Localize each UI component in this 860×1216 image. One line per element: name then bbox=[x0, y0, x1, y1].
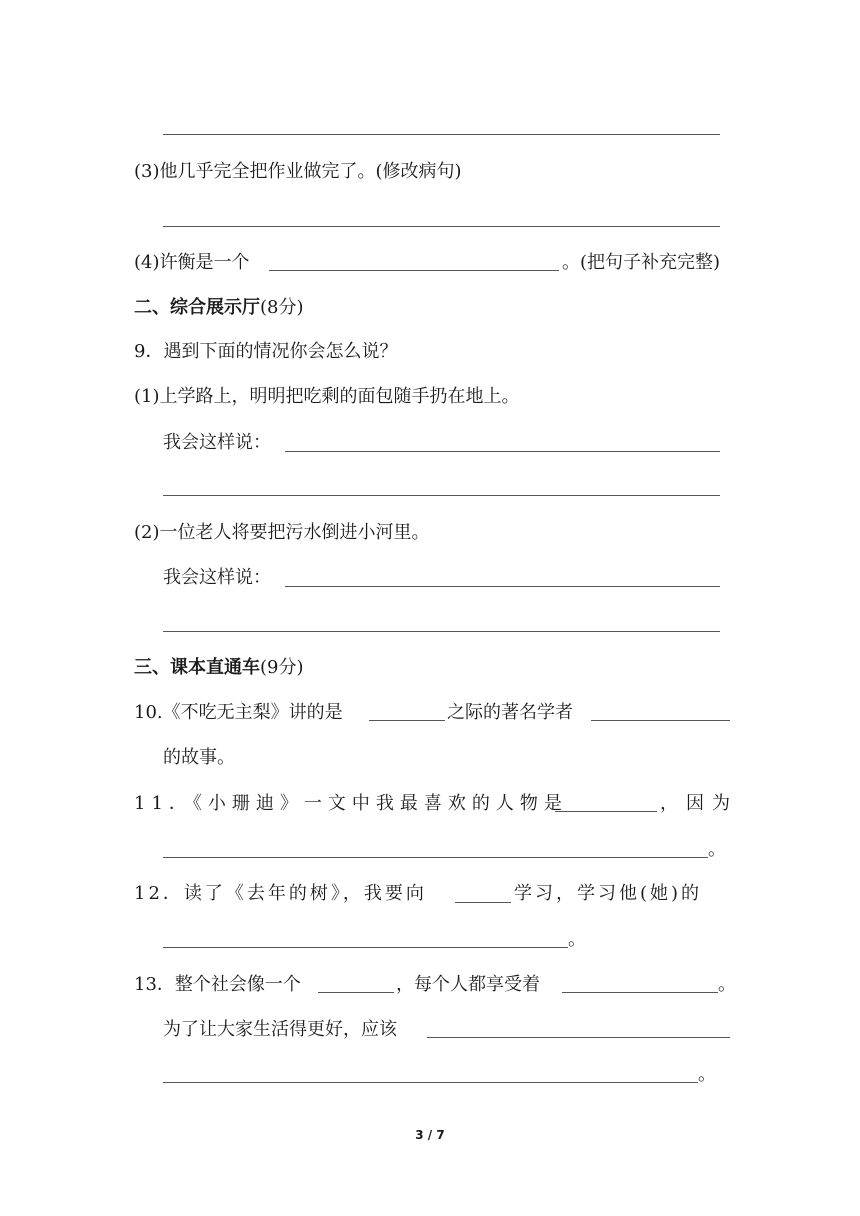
section-3-heading bbox=[134, 657, 304, 679]
q10-part-2: 之际的著名学者 bbox=[447, 702, 573, 723]
answer-line-q11-reason[interactable] bbox=[163, 857, 708, 858]
answer-blank-q10-scholar[interactable] bbox=[591, 720, 730, 721]
q8-item-3: (3)他几乎完全把作业做完了。(修改病句) bbox=[134, 161, 462, 182]
q8-item-4-suffix: 。(把句子补充完整) bbox=[562, 252, 721, 273]
answer-line-q9-2b[interactable] bbox=[163, 631, 720, 632]
q9-item-2-answer-label: 我会这样说： bbox=[163, 567, 271, 588]
q12-part-2: 学习，学习他(她)的 bbox=[514, 883, 703, 904]
answer-line-q9-1b[interactable] bbox=[163, 495, 720, 496]
q11-part-1: 11．《小珊迪》一文中我最喜欢的人物是 bbox=[134, 793, 568, 814]
answer-blank-q13-society[interactable] bbox=[318, 992, 394, 993]
q9-item-1: (1)上学路上，明明把吃剩的面包随手扔在地上。 bbox=[134, 386, 520, 407]
q13-part-1: 13．整个社会像一个 bbox=[134, 974, 301, 995]
q11-part-2: ，因为 bbox=[660, 793, 738, 814]
answer-line-q12-quality[interactable] bbox=[163, 947, 568, 948]
answer-line-q8-3[interactable] bbox=[163, 226, 720, 227]
q12-part-1: 12．读了《去年的树》，我要向 bbox=[134, 883, 427, 904]
q10-part-1: 10.《不吃无主梨》讲的是 bbox=[134, 702, 343, 723]
section-3-points: (9分) bbox=[260, 657, 304, 678]
answer-line-q9-2a[interactable] bbox=[285, 586, 720, 587]
q9-stem: 9．遇到下面的情况你会怎么说？ bbox=[134, 341, 398, 362]
q13-part-3: 。 bbox=[718, 974, 736, 995]
q13-end: 。 bbox=[698, 1064, 716, 1085]
q13-part-2: ，每个人都享受着 bbox=[396, 974, 540, 995]
page-number: 3 / 7 bbox=[415, 1128, 445, 1142]
answer-line-q9-1a[interactable] bbox=[285, 451, 720, 452]
section-2-points: (8分) bbox=[260, 297, 304, 318]
q9-item-2: (2)一位老人将要把污水倒进小河里。 bbox=[134, 522, 430, 543]
q12-end: 。 bbox=[568, 929, 586, 950]
answer-line-q8-2[interactable] bbox=[163, 134, 720, 135]
answer-blank-q13-enjoy[interactable] bbox=[562, 992, 718, 993]
q13-line-2: 为了让大家生活得更好，应该 bbox=[163, 1019, 397, 1040]
answer-line-q13-should-b[interactable] bbox=[163, 1082, 698, 1083]
section-2-heading bbox=[134, 297, 304, 319]
answer-blank-q10-era[interactable] bbox=[369, 720, 445, 721]
q9-item-1-answer-label: 我会这样说： bbox=[163, 432, 271, 453]
q8-item-4-prefix: (4)许衡是一个 bbox=[134, 252, 250, 273]
answer-line-q13-should-a[interactable] bbox=[427, 1037, 730, 1038]
section-2-title: 二、综合展示厅 bbox=[134, 297, 260, 318]
q10-part-3: 的故事。 bbox=[163, 747, 235, 768]
answer-blank-q11-character[interactable] bbox=[555, 811, 657, 812]
answer-blank-q12-person[interactable] bbox=[455, 902, 511, 903]
q11-end: 。 bbox=[708, 839, 726, 860]
answer-blank-q8-4[interactable] bbox=[269, 270, 559, 271]
section-3-title: 三、课本直通车 bbox=[134, 657, 260, 678]
